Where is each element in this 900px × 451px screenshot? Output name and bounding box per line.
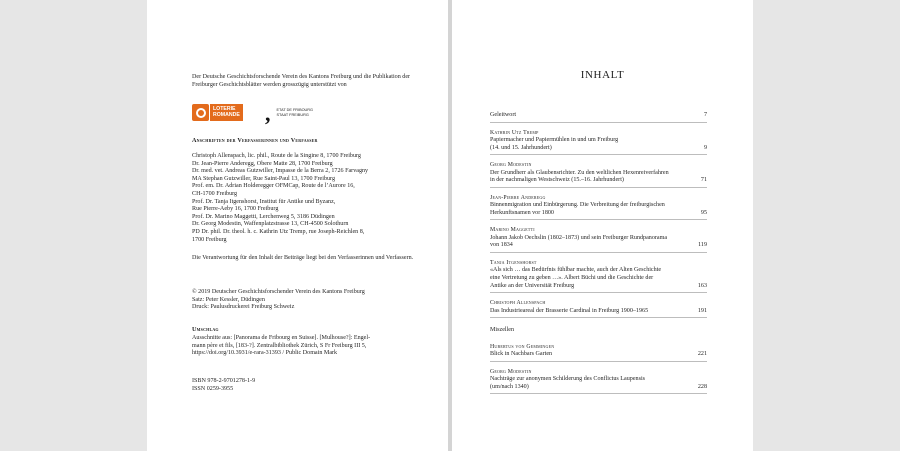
toc-title: INHALT [580, 69, 625, 81]
loterie-romande-logo [192, 104, 243, 121]
right-page [452, 0, 753, 451]
author-line: Dr. Georg Modestin, Waffenplatzstrasse 13, CH-4500 Solothurn [192, 221, 349, 228]
toc-entry [490, 112, 707, 123]
toc-entry-title [490, 170, 686, 185]
toc-entry-page: 95 [700, 209, 707, 216]
author-line: Prof. Dr. Marino Maggetti, Lerchenweg 5, 3186 Düdingen [192, 213, 335, 220]
cover-line: Ausschnitte aus: [Panorama de Fribourg en Suisse]. [Mulhouse?]: Engel- [192, 335, 371, 341]
toc-spacer [490, 155, 707, 162]
toc-entry-title-line: Geleitwort [490, 112, 517, 118]
toc-entry-title-line: Der Grundherr als Glaubensrichter. Zu den weltlichen Hexenreiverfahren [490, 169, 669, 176]
toc-entry-page: 9 [703, 144, 707, 151]
cover-line: https://doi.org/10.3931/e-rara-31393 / Public Domain Mark [192, 350, 338, 357]
responsibility-note: Die Verantwortung für den Inhalt der Beiträge liegt bei den Verfasserinnen und Verfassern. [192, 255, 414, 261]
toc-entry [490, 300, 707, 318]
etat-de-fribourg-logo [265, 101, 313, 126]
toc-entry-title [490, 137, 686, 152]
toc-entry [490, 227, 707, 253]
toc-entry-body [490, 308, 707, 316]
toc-entry-title-line: (um/nach 1340) [490, 383, 529, 390]
miscellany-label: Miszellen [490, 327, 515, 334]
toc-entry-body [490, 235, 707, 250]
toc-entry [490, 344, 707, 362]
toc-entry-author: Tanja Itgenshorst [490, 259, 537, 266]
toc-entry-body [490, 112, 707, 120]
issn-line: ISSN 0259-3955 [192, 385, 234, 392]
toc-entry-author: Jean-Pierre Anderegg [490, 194, 546, 201]
etat-comma-icon: , [265, 101, 271, 126]
toc-entry-page: 7 [703, 112, 707, 118]
toc-entry-title [490, 376, 686, 391]
typesetting-line: Satz: Peter Kessler, Düdingen [192, 296, 265, 303]
toc-entry [490, 369, 707, 395]
toc-entry-author: Hubertus von Gemmingen [490, 343, 555, 350]
toc-entry-page: 119 [698, 242, 707, 249]
loterie-line2: ROMANDE [213, 111, 240, 118]
isbn-block [192, 378, 392, 393]
toc-entry-body [490, 202, 707, 217]
isbn-line: ISBN 978-2-9701278-1-9 [192, 378, 256, 384]
toc-entry-author: Georg Modestin [490, 162, 532, 169]
toc-entry-author: Kathrin Utz Tremp [490, 129, 539, 136]
sponsor-text: Der Deutsche Geschichtsforschende Verein des Kantons Freiburg und die Publikation der Freiburger Geschichtsblätter werden grosszügig unterstützt von [192, 74, 411, 88]
toc-entry-title [490, 235, 686, 250]
toc-entry-body [490, 376, 707, 391]
author-line: Dr. med. vet. Andreas Gutzwiller, Impasse de la Berra 2, 1726 Farvagny [192, 168, 369, 175]
author-line: MA Stephan Gutzwiller, Rue Saint-Paul 13, 1700 Freiburg [192, 175, 336, 182]
author-line: Christoph Allenspach, lic. phil., Route de la Singine 8, 1700 Freiburg [192, 153, 361, 159]
toc-entry-body [490, 267, 707, 290]
toc-entry-title [490, 308, 686, 316]
author-line: Prof. em. Dr. Adrian Holderegger OFMCap, Route de l’Aurore 16, [192, 183, 355, 190]
printing-line: Druck: Paulusdruckerei Freiburg Schweiz [192, 304, 295, 311]
copyright-block [192, 289, 414, 312]
toc-entry-title-line: von 1834 [490, 242, 513, 249]
toc-entry-title-line: Nachträge zur anonymen Schilderung des Conflictus Laupensis [490, 376, 646, 383]
cover-credit [192, 335, 422, 358]
author-line: Dr. Jean-Pierre Anderegg, Obere Matte 28, 1700 Freiburg [192, 160, 333, 167]
toc-entry-page: 221 [697, 351, 707, 358]
toc-entry-page: 228 [697, 383, 707, 390]
left-page [147, 0, 448, 451]
toc-entry-title-line: Antike an der Universität Freiburg [490, 282, 575, 289]
toc-entry-title-line: in der nachmaligen Westschweiz (15.–16. Jahrhundert) [490, 177, 624, 184]
author-line: Prof. Dr. Tanja Itgenshorst, Institut für Antike und Byzanz, [192, 198, 336, 205]
toc-spacer [490, 293, 707, 300]
toc-entry-title-line: Papiermacher und Papiermühlen in und um Freiburg [490, 137, 619, 143]
loterie-line1: LOTERIE [213, 105, 236, 112]
copyright-line: © 2019 Deutscher Geschichtsforschender Verein des Kantons Freiburg [192, 289, 365, 295]
authors-list [192, 153, 414, 244]
table-of-contents [490, 112, 707, 394]
toc-entry-author: Georg Modestin [490, 368, 532, 375]
toc-entry-title [490, 351, 686, 359]
author-line: Rue Pierre-Aeby 16, 1700 Freiburg [192, 206, 279, 213]
toc-entry [490, 130, 707, 156]
toc-entry-title [490, 202, 686, 217]
toc-entry-author: Christoph Allenspach [490, 300, 546, 307]
author-line: CH-1700 Freiburg [192, 190, 238, 197]
authors-heading: Anschriften der Verfasserinnen und Verfasser [192, 137, 318, 144]
author-line: PD Dr. phil. Dr. theol. h. c. Kathrin Utz Tremp, rue Joseph-Reichlen 8, [192, 228, 365, 235]
toc-entry-title-line: eine Vertretung zu geben …». Albert Büchi und die Geschichte der [490, 274, 654, 281]
etat-line2: STAAT FREIBURG [276, 113, 309, 117]
toc-entry-title [490, 112, 686, 120]
toc-spacer [490, 362, 707, 369]
toc-spacer [490, 253, 707, 260]
loterie-circle-icon [192, 104, 209, 121]
toc-entry-body [490, 170, 707, 185]
toc-entry [490, 195, 707, 221]
etat-line1: ETAT DE FRIBOURG [276, 108, 313, 113]
toc-entry [490, 260, 707, 293]
toc-entry-body [490, 137, 707, 152]
toc-entry-title-line: Johann Jakob Oechslin (1802–1873) und sein Freiburger Rundpanorama [490, 234, 668, 241]
toc-entry-title-line: «Als sich … das Bedürfnis fühlbar machte, auch der Alten Geschichte [490, 267, 662, 274]
toc-entry-title-line: Blick in Nachbars Garten [490, 351, 553, 358]
toc-entry-title-line: Herkunftsnamen vor 1800 [490, 209, 554, 216]
toc-spacer [490, 220, 707, 227]
toc-entry-title-line: Das Industrieareal der Brasserie Cardinal in Freiburg 1900–1965 [490, 307, 649, 314]
toc-entry-title-line: Binnenmigration und Einbürgerung. Die Verbreitung der freiburgischen [490, 202, 665, 209]
author-line: 1700 Freiburg [192, 236, 227, 243]
toc-spacer [490, 188, 707, 195]
toc-entry-author: Marino Maggetti [490, 227, 535, 234]
toc-spacer [490, 123, 707, 130]
toc-entry-body [490, 351, 707, 359]
toc-entry-page: 71 [700, 177, 707, 184]
toc-entry [490, 162, 707, 188]
toc-entry-title-line: (14. und 15. Jahrhundert) [490, 144, 552, 151]
toc-entry-page: 163 [697, 282, 707, 289]
cover-line: mann père et fils, [183-?]. Zentralbibliothek Zürich, S Fr Freiburg III 5, [192, 342, 367, 349]
toc-entry-page: 191 [697, 307, 707, 314]
cover-heading: Umschlag [192, 326, 219, 333]
toc-entry-title [490, 267, 686, 290]
